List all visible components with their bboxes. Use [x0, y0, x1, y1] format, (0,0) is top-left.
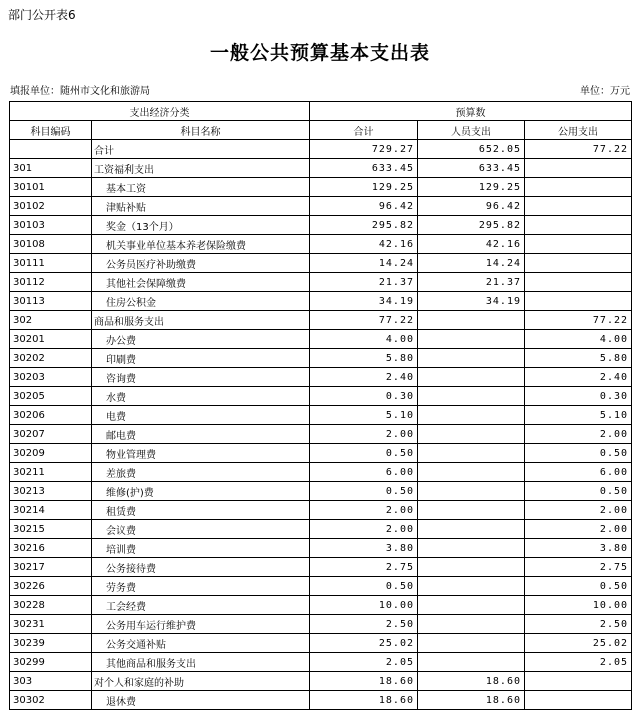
cell-total: 5.80	[310, 349, 418, 368]
cell-code: 30205	[10, 387, 92, 406]
cell-personnel	[418, 444, 525, 463]
cell-code: 301	[10, 159, 92, 178]
cell-name: 住房公积金	[92, 292, 310, 311]
header-personnel: 人员支出	[418, 121, 525, 140]
cell-personnel	[418, 311, 525, 330]
cell-code: 30226	[10, 577, 92, 596]
cell-total: 6.00	[310, 463, 418, 482]
cell-personnel: 295.82	[418, 216, 525, 235]
cell-public: 0.50	[525, 577, 632, 596]
cell-code: 30203	[10, 368, 92, 387]
table-row	[10, 672, 632, 691]
cell-code: 303	[10, 672, 92, 691]
cell-personnel	[418, 330, 525, 349]
cell-code: 30206	[10, 406, 92, 425]
cell-total: 295.82	[310, 216, 418, 235]
reporting-unit: 填报单位：随州市文化和旅游局	[10, 86, 150, 97]
table-row	[10, 235, 632, 254]
cell-code: 30102	[10, 197, 92, 216]
table-row	[10, 368, 632, 387]
cell-code: 30299	[10, 653, 92, 672]
cell-name: 公务交通补贴	[92, 634, 310, 653]
cell-public: 2.00	[525, 501, 632, 520]
cell-code: 302	[10, 311, 92, 330]
cell-code: 30231	[10, 615, 92, 634]
cell-code: 30228	[10, 596, 92, 615]
cell-personnel	[418, 349, 525, 368]
table-row	[10, 425, 632, 444]
cell-total: 2.00	[310, 501, 418, 520]
cell-name: 会议费	[92, 520, 310, 539]
cell-code: 30108	[10, 235, 92, 254]
cell-personnel	[418, 539, 525, 558]
cell-code: 30111	[10, 254, 92, 273]
cell-total: 5.10	[310, 406, 418, 425]
cell-code: 30213	[10, 482, 92, 501]
cell-personnel	[418, 634, 525, 653]
cell-total: 42.16	[310, 235, 418, 254]
cell-name: 工会经费	[92, 596, 310, 615]
cell-name: 办公费	[92, 330, 310, 349]
table-row	[10, 558, 632, 577]
cell-total: 129.25	[310, 178, 418, 197]
currency-unit: 单位：万元	[580, 86, 630, 97]
cell-code: 30113	[10, 292, 92, 311]
header-code: 科目编码	[10, 121, 92, 140]
cell-code: 30209	[10, 444, 92, 463]
table-row	[10, 520, 632, 539]
cell-public: 2.75	[525, 558, 632, 577]
table-row	[10, 292, 632, 311]
cell-personnel: 18.60	[418, 691, 525, 710]
table-row	[10, 178, 632, 197]
table-row	[10, 596, 632, 615]
table-row	[10, 653, 632, 672]
cell-name: 物业管理费	[92, 444, 310, 463]
cell-personnel	[418, 615, 525, 634]
cell-total: 2.50	[310, 615, 418, 634]
table-row	[10, 140, 632, 159]
cell-name: 劳务费	[92, 577, 310, 596]
cell-total: 25.02	[310, 634, 418, 653]
table-row	[10, 444, 632, 463]
cell-total: 3.80	[310, 539, 418, 558]
table-row	[10, 330, 632, 349]
cell-total: 0.50	[310, 577, 418, 596]
cell-public: 2.00	[525, 520, 632, 539]
cell-public	[525, 197, 632, 216]
cell-personnel	[418, 463, 525, 482]
cell-personnel	[418, 406, 525, 425]
budget-table	[9, 101, 632, 710]
cell-total: 633.45	[310, 159, 418, 178]
cell-public: 2.00	[525, 425, 632, 444]
cell-code: 30216	[10, 539, 92, 558]
cell-code: 30214	[10, 501, 92, 520]
cell-personnel: 129.25	[418, 178, 525, 197]
cell-total: 96.42	[310, 197, 418, 216]
table-row	[10, 691, 632, 710]
cell-code: 30302	[10, 691, 92, 710]
table-row	[10, 406, 632, 425]
cell-public: 5.10	[525, 406, 632, 425]
cell-code	[10, 140, 92, 159]
cell-name: 维修(护)费	[92, 482, 310, 501]
cell-personnel: 96.42	[418, 197, 525, 216]
cell-code: 30217	[10, 558, 92, 577]
cell-total: 2.00	[310, 425, 418, 444]
cell-code: 30215	[10, 520, 92, 539]
cell-public: 2.05	[525, 653, 632, 672]
cell-personnel	[418, 577, 525, 596]
cell-name: 租赁费	[92, 501, 310, 520]
cell-personnel: 34.19	[418, 292, 525, 311]
table-row	[10, 349, 632, 368]
table-row	[10, 482, 632, 501]
cell-personnel	[418, 653, 525, 672]
cell-personnel: 42.16	[418, 235, 525, 254]
cell-total: 2.05	[310, 653, 418, 672]
cell-personnel: 633.45	[418, 159, 525, 178]
header-budget: 预算数	[310, 102, 632, 121]
cell-name: 基本工资	[92, 178, 310, 197]
cell-name: 邮电费	[92, 425, 310, 444]
cell-public	[525, 235, 632, 254]
cell-public	[525, 691, 632, 710]
table-body	[10, 140, 632, 710]
cell-public	[525, 292, 632, 311]
cell-name: 培训费	[92, 539, 310, 558]
cell-personnel	[418, 368, 525, 387]
table-row	[10, 387, 632, 406]
cell-total: 4.00	[310, 330, 418, 349]
cell-personnel	[418, 520, 525, 539]
cell-total: 0.50	[310, 482, 418, 501]
table-row	[10, 216, 632, 235]
cell-name: 对个人和家庭的补助	[92, 672, 310, 691]
cell-name: 合计	[92, 140, 310, 159]
cell-total: 729.27	[310, 140, 418, 159]
cell-public: 5.80	[525, 349, 632, 368]
cell-total: 18.60	[310, 691, 418, 710]
cell-name: 机关事业单位基本养老保险缴费	[92, 235, 310, 254]
cell-personnel	[418, 425, 525, 444]
cell-name: 公务用车运行维护费	[92, 615, 310, 634]
cell-total: 0.30	[310, 387, 418, 406]
cell-name: 印刷费	[92, 349, 310, 368]
cell-public: 25.02	[525, 634, 632, 653]
cell-personnel	[418, 558, 525, 577]
cell-public	[525, 159, 632, 178]
table-row	[10, 159, 632, 178]
document-tag: 部门公开表6	[8, 8, 76, 22]
cell-public: 0.50	[525, 482, 632, 501]
table-row	[10, 273, 632, 292]
table-row	[10, 501, 632, 520]
cell-public: 2.50	[525, 615, 632, 634]
cell-total: 34.19	[310, 292, 418, 311]
table-row	[10, 197, 632, 216]
cell-name: 差旅费	[92, 463, 310, 482]
header-total: 合计	[310, 121, 418, 140]
table-row	[10, 463, 632, 482]
table-row	[10, 634, 632, 653]
table-row	[10, 577, 632, 596]
table-header	[10, 102, 632, 140]
cell-total: 0.50	[310, 444, 418, 463]
cell-name: 公务接待费	[92, 558, 310, 577]
cell-personnel	[418, 387, 525, 406]
cell-public: 0.50	[525, 444, 632, 463]
cell-code: 30211	[10, 463, 92, 482]
cell-code: 30201	[10, 330, 92, 349]
cell-public: 3.80	[525, 539, 632, 558]
table-row	[10, 539, 632, 558]
cell-name: 其他商品和服务支出	[92, 653, 310, 672]
cell-code: 30112	[10, 273, 92, 292]
cell-public	[525, 672, 632, 691]
cell-public: 2.40	[525, 368, 632, 387]
cell-name: 奖金（13个月）	[92, 216, 310, 235]
cell-public: 6.00	[525, 463, 632, 482]
cell-public	[525, 178, 632, 197]
cell-personnel	[418, 482, 525, 501]
cell-personnel: 652.05	[418, 140, 525, 159]
cell-public: 10.00	[525, 596, 632, 615]
cell-personnel	[418, 596, 525, 615]
cell-public: 0.30	[525, 387, 632, 406]
cell-name: 津贴补贴	[92, 197, 310, 216]
table-row	[10, 311, 632, 330]
cell-total: 21.37	[310, 273, 418, 292]
cell-public	[525, 273, 632, 292]
cell-name: 其他社会保障缴费	[92, 273, 310, 292]
cell-total: 10.00	[310, 596, 418, 615]
header-name: 科目名称	[92, 121, 310, 140]
cell-total: 2.75	[310, 558, 418, 577]
cell-name: 公务员医疗补助缴费	[92, 254, 310, 273]
cell-name: 退休费	[92, 691, 310, 710]
cell-code: 30202	[10, 349, 92, 368]
cell-code: 30101	[10, 178, 92, 197]
cell-total: 77.22	[310, 311, 418, 330]
cell-public	[525, 216, 632, 235]
page-title: 一般公共预算基本支出表	[209, 42, 430, 64]
cell-name: 电费	[92, 406, 310, 425]
cell-personnel	[418, 501, 525, 520]
cell-name: 商品和服务支出	[92, 311, 310, 330]
cell-personnel: 18.60	[418, 672, 525, 691]
cell-public	[525, 254, 632, 273]
cell-code: 30239	[10, 634, 92, 653]
header-classification: 支出经济分类	[10, 102, 310, 121]
cell-personnel: 21.37	[418, 273, 525, 292]
cell-public: 4.00	[525, 330, 632, 349]
cell-name: 工资福利支出	[92, 159, 310, 178]
cell-code: 30207	[10, 425, 92, 444]
table-row	[10, 254, 632, 273]
header-public: 公用支出	[525, 121, 632, 140]
cell-name: 咨询费	[92, 368, 310, 387]
table-row	[10, 615, 632, 634]
cell-personnel: 14.24	[418, 254, 525, 273]
cell-total: 14.24	[310, 254, 418, 273]
cell-total: 2.40	[310, 368, 418, 387]
cell-total: 18.60	[310, 672, 418, 691]
cell-total: 2.00	[310, 520, 418, 539]
cell-public: 77.22	[525, 311, 632, 330]
cell-code: 30103	[10, 216, 92, 235]
cell-public: 77.22	[525, 140, 632, 159]
cell-name: 水费	[92, 387, 310, 406]
